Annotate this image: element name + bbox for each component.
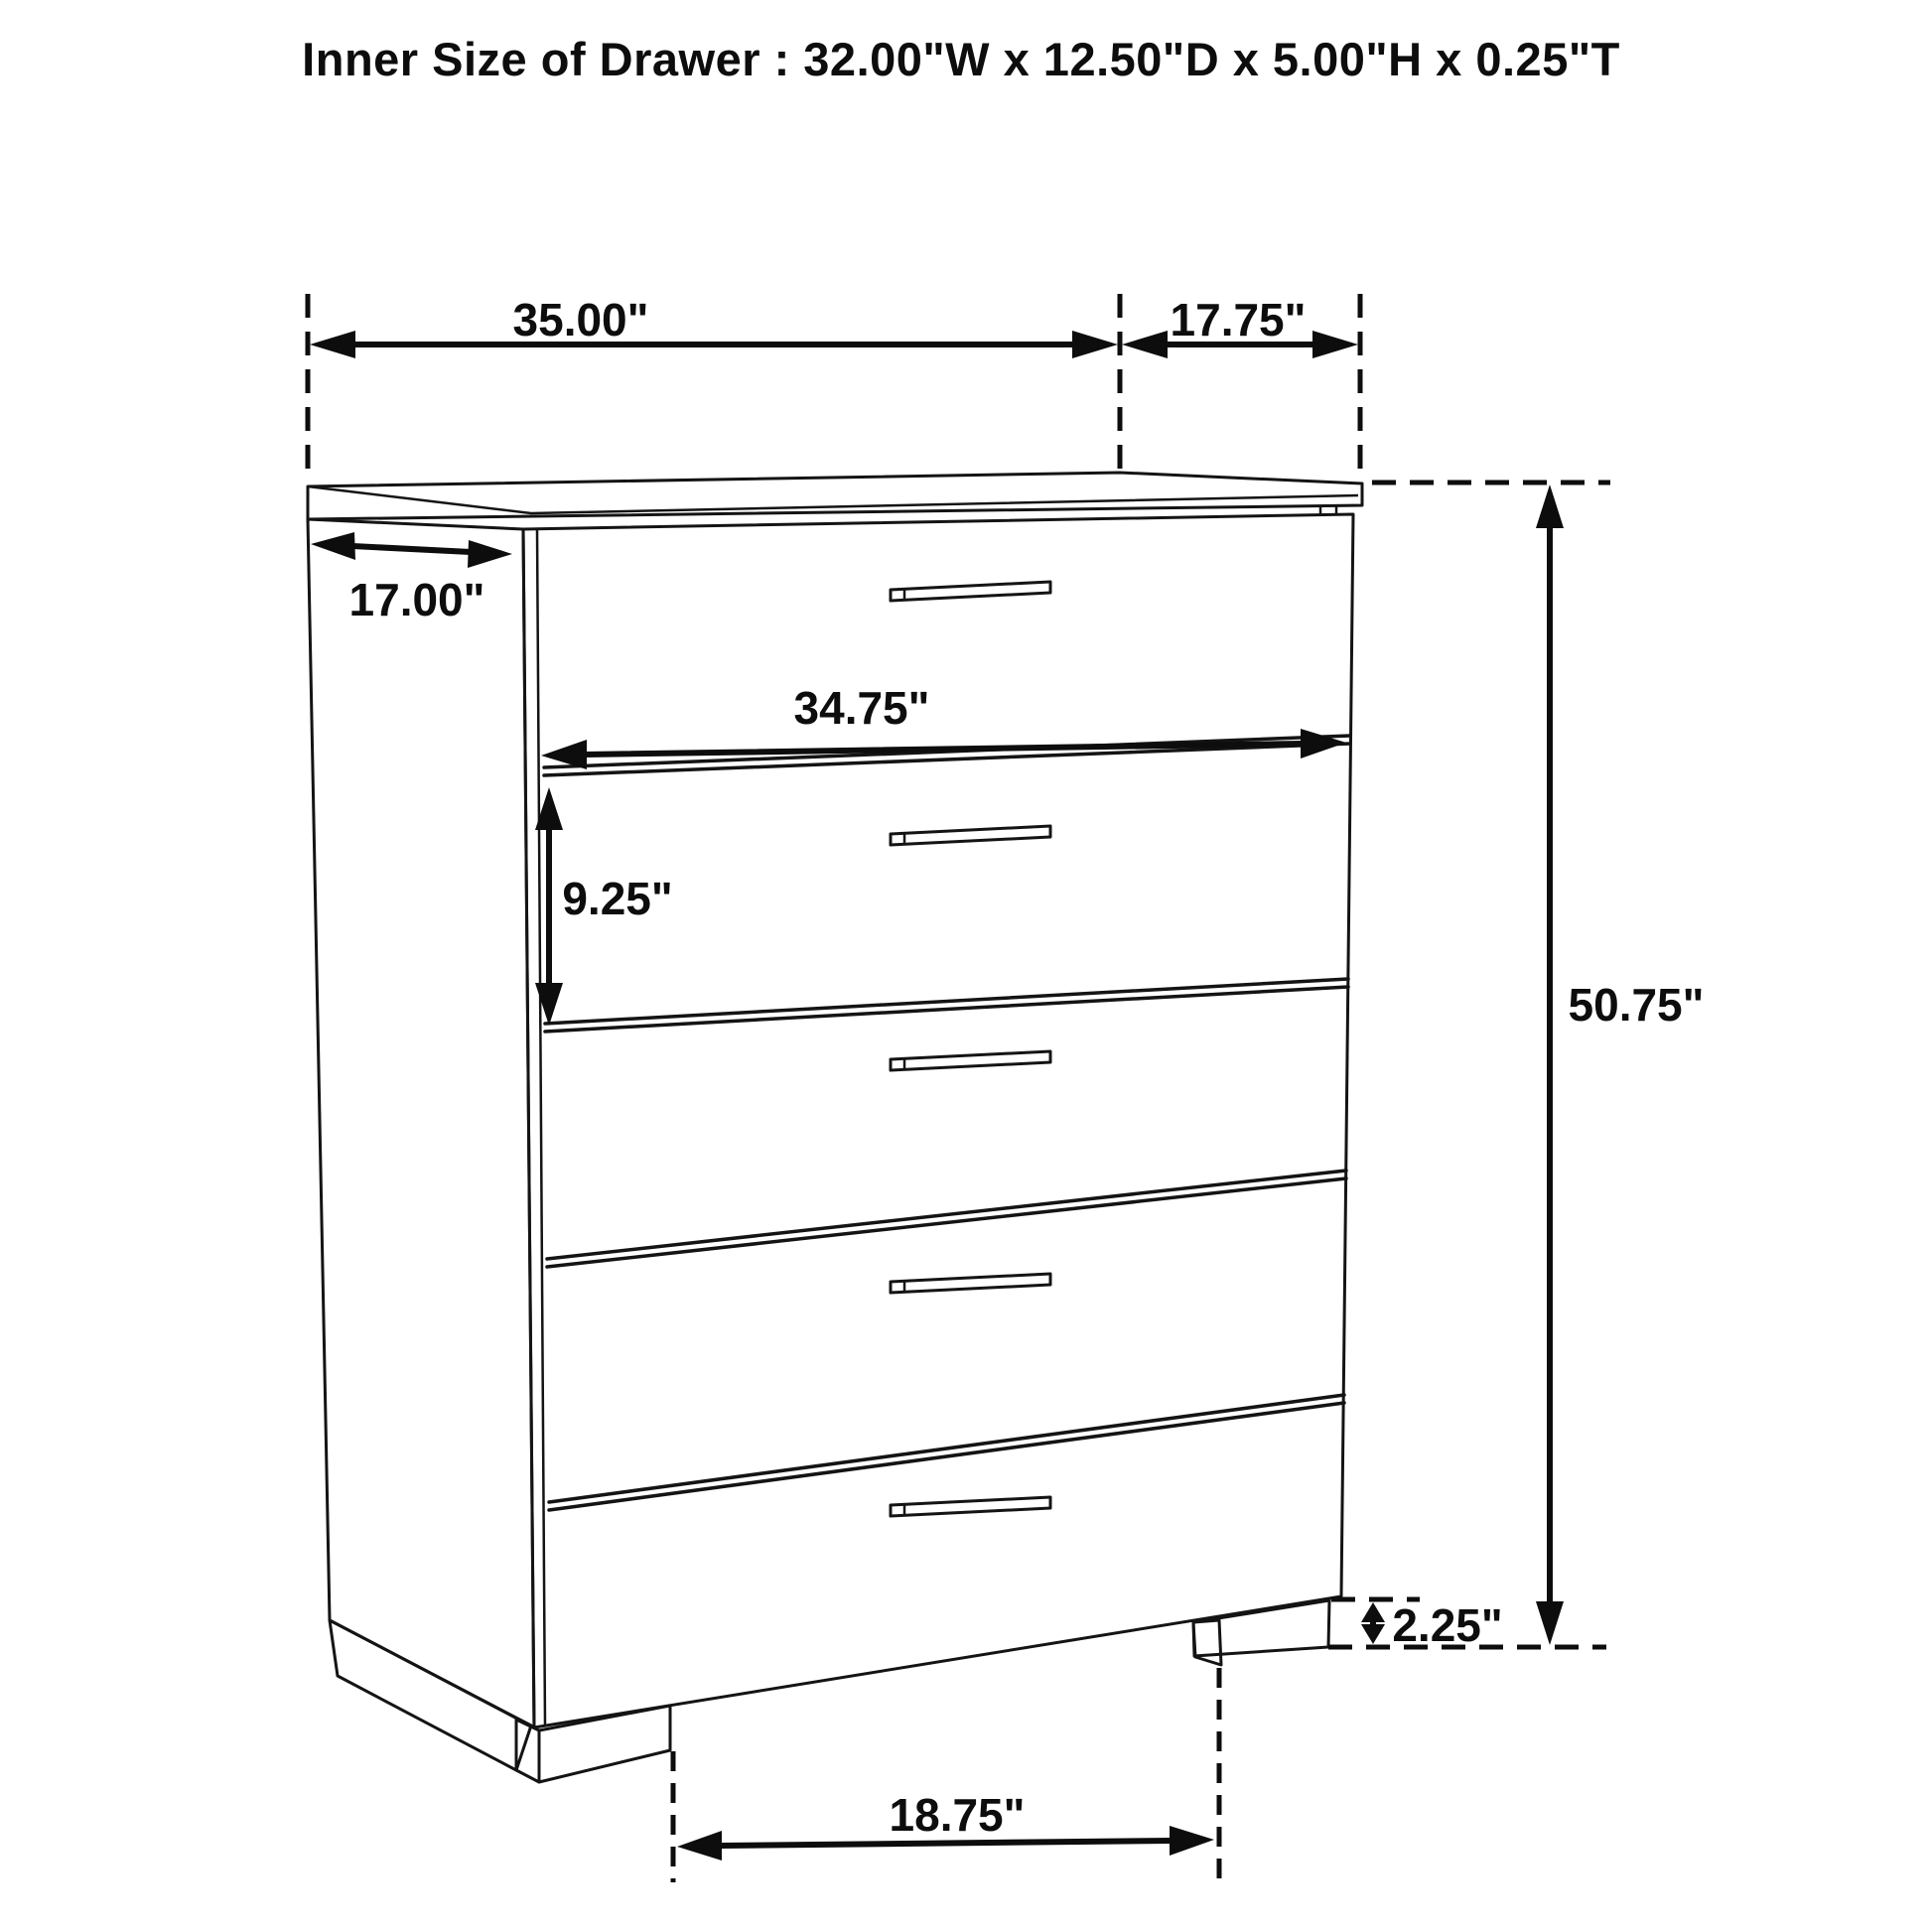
dim-overall-height bbox=[1328, 483, 1704, 1647]
drawer-handle-5 bbox=[891, 1497, 1050, 1516]
chest-front-face bbox=[523, 504, 1353, 1727]
dim-label-top-width: 35.00" bbox=[512, 294, 649, 345]
page-title: Inner Size of Drawer : 32.00"W x 12.50"D x 5.00"H x 0.25"T bbox=[302, 33, 1620, 85]
chest-drawing bbox=[308, 473, 1362, 1782]
drawer-divider-3 bbox=[547, 1171, 1346, 1267]
dim-side-depth bbox=[311, 532, 512, 625]
dim-label-drawer-width: 34.75" bbox=[793, 682, 930, 734]
dim-top-depth bbox=[1122, 294, 1360, 479]
dim-label-overall-height: 50.75" bbox=[1568, 979, 1705, 1031]
dim-base-height bbox=[1331, 1599, 1503, 1651]
dim-label-drawer-height: 9.25" bbox=[562, 873, 673, 924]
dim-label-base-height: 2.25" bbox=[1392, 1599, 1503, 1651]
dim-label-side-depth: 17.00" bbox=[348, 574, 485, 625]
chest-top-panel bbox=[308, 473, 1362, 519]
drawer-handle-3 bbox=[891, 1051, 1050, 1070]
dim-label-top-depth: 17.75" bbox=[1170, 294, 1307, 345]
drawer-divider-2 bbox=[545, 979, 1348, 1032]
dim-drawer-height bbox=[535, 787, 673, 1026]
drawer-handle-2 bbox=[891, 826, 1050, 845]
dim-label-leg-spacing: 18.75" bbox=[889, 1789, 1026, 1841]
chest-side-panel bbox=[308, 519, 534, 1727]
drawer-handle-4 bbox=[891, 1274, 1050, 1293]
dim-top-width bbox=[308, 294, 1120, 483]
dim-drawer-width bbox=[541, 682, 1346, 769]
drawer-handle-1 bbox=[891, 582, 1050, 601]
chest-base bbox=[330, 1620, 531, 1770]
dim-leg-spacing bbox=[673, 1668, 1219, 1882]
chest-right-leg bbox=[1193, 1600, 1329, 1665]
drawer-divider-4 bbox=[549, 1395, 1344, 1510]
